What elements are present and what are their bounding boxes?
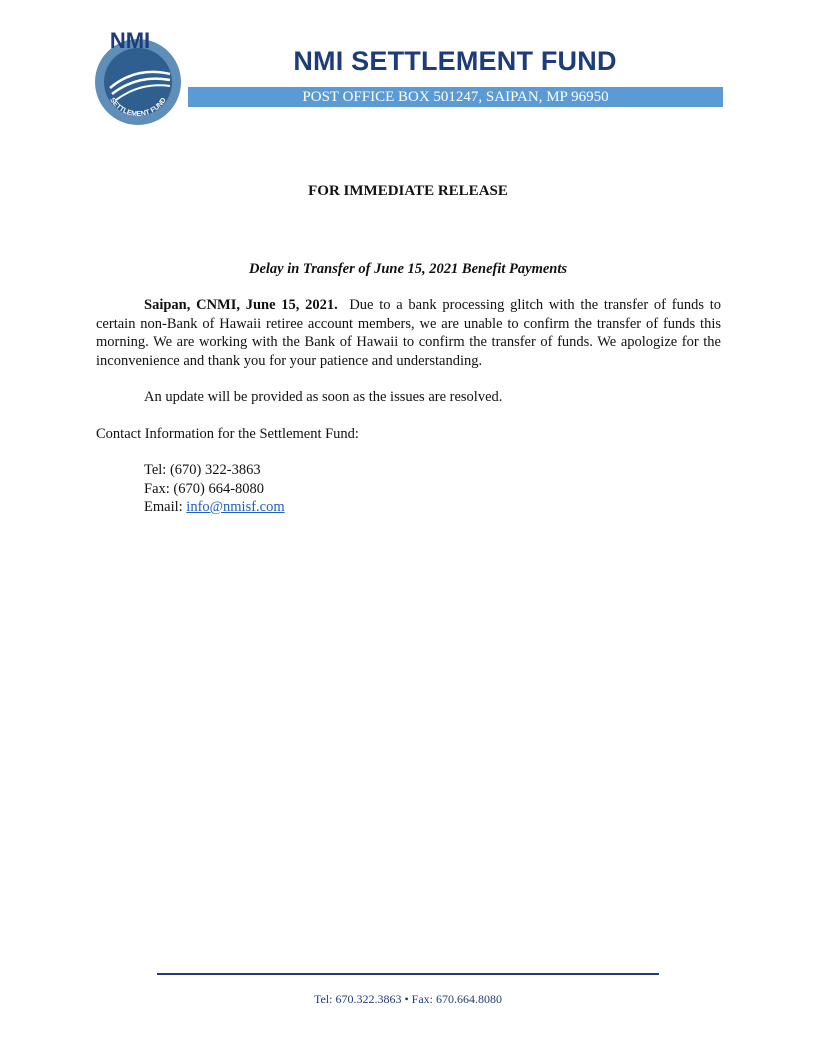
dateline: Saipan, CNMI, June 15, 2021. <box>144 297 338 313</box>
headline: Delay in Transfer of June 15, 2021 Benefit Payments <box>248 261 568 277</box>
paragraph-2: An update will be provided as soon as the issues are resolved. <box>144 389 503 405</box>
release-label: FOR IMMEDIATE RELEASE <box>308 183 508 199</box>
tel-value: (670) 322-3863 <box>169 462 261 478</box>
footer-divider <box>157 973 659 975</box>
organization-name: NMI SETTLEMENT FUND <box>293 46 617 76</box>
contact-tel <box>144 461 721 480</box>
fax-value: (670) 664-8080 <box>173 480 265 497</box>
email-label: Email: <box>144 499 183 515</box>
nmi-settlement-fund-logo <box>92 22 184 126</box>
email-link[interactable]: info@nmisf.com <box>186 499 285 515</box>
paragraph-1 <box>96 296 721 370</box>
address-bar: POST OFFICE BOX 501247, SAIPAN, MP 96950 <box>188 87 723 107</box>
logo-wordmark: NMI <box>109 28 151 53</box>
contact-heading: Contact Information for the Settlement Fund: <box>96 425 359 442</box>
logo-ring-text: SETTLEMENT FUND <box>108 96 168 119</box>
footer-contact: Tel: 670.322.3863 • Fax: 670.664.8080 <box>313 992 503 1006</box>
contact-list <box>144 461 721 517</box>
contact-fax <box>144 480 721 499</box>
fax-label: Fax: <box>144 480 170 497</box>
contact-email <box>144 498 721 517</box>
press-release-body <box>96 296 721 517</box>
tel-label: Tel: <box>144 462 167 478</box>
paragraph-1-text: Due to a bank processing glitch with the transfer of funds to certain non-Bank of Hawaii retiree account members, we are unable to confirm the transfer of funds this morning. We are working with the Bank of Hawaii to confirm the transfer of funds. We apologize for the inconvenience and thank you for your patience and understanding. <box>96 297 721 369</box>
